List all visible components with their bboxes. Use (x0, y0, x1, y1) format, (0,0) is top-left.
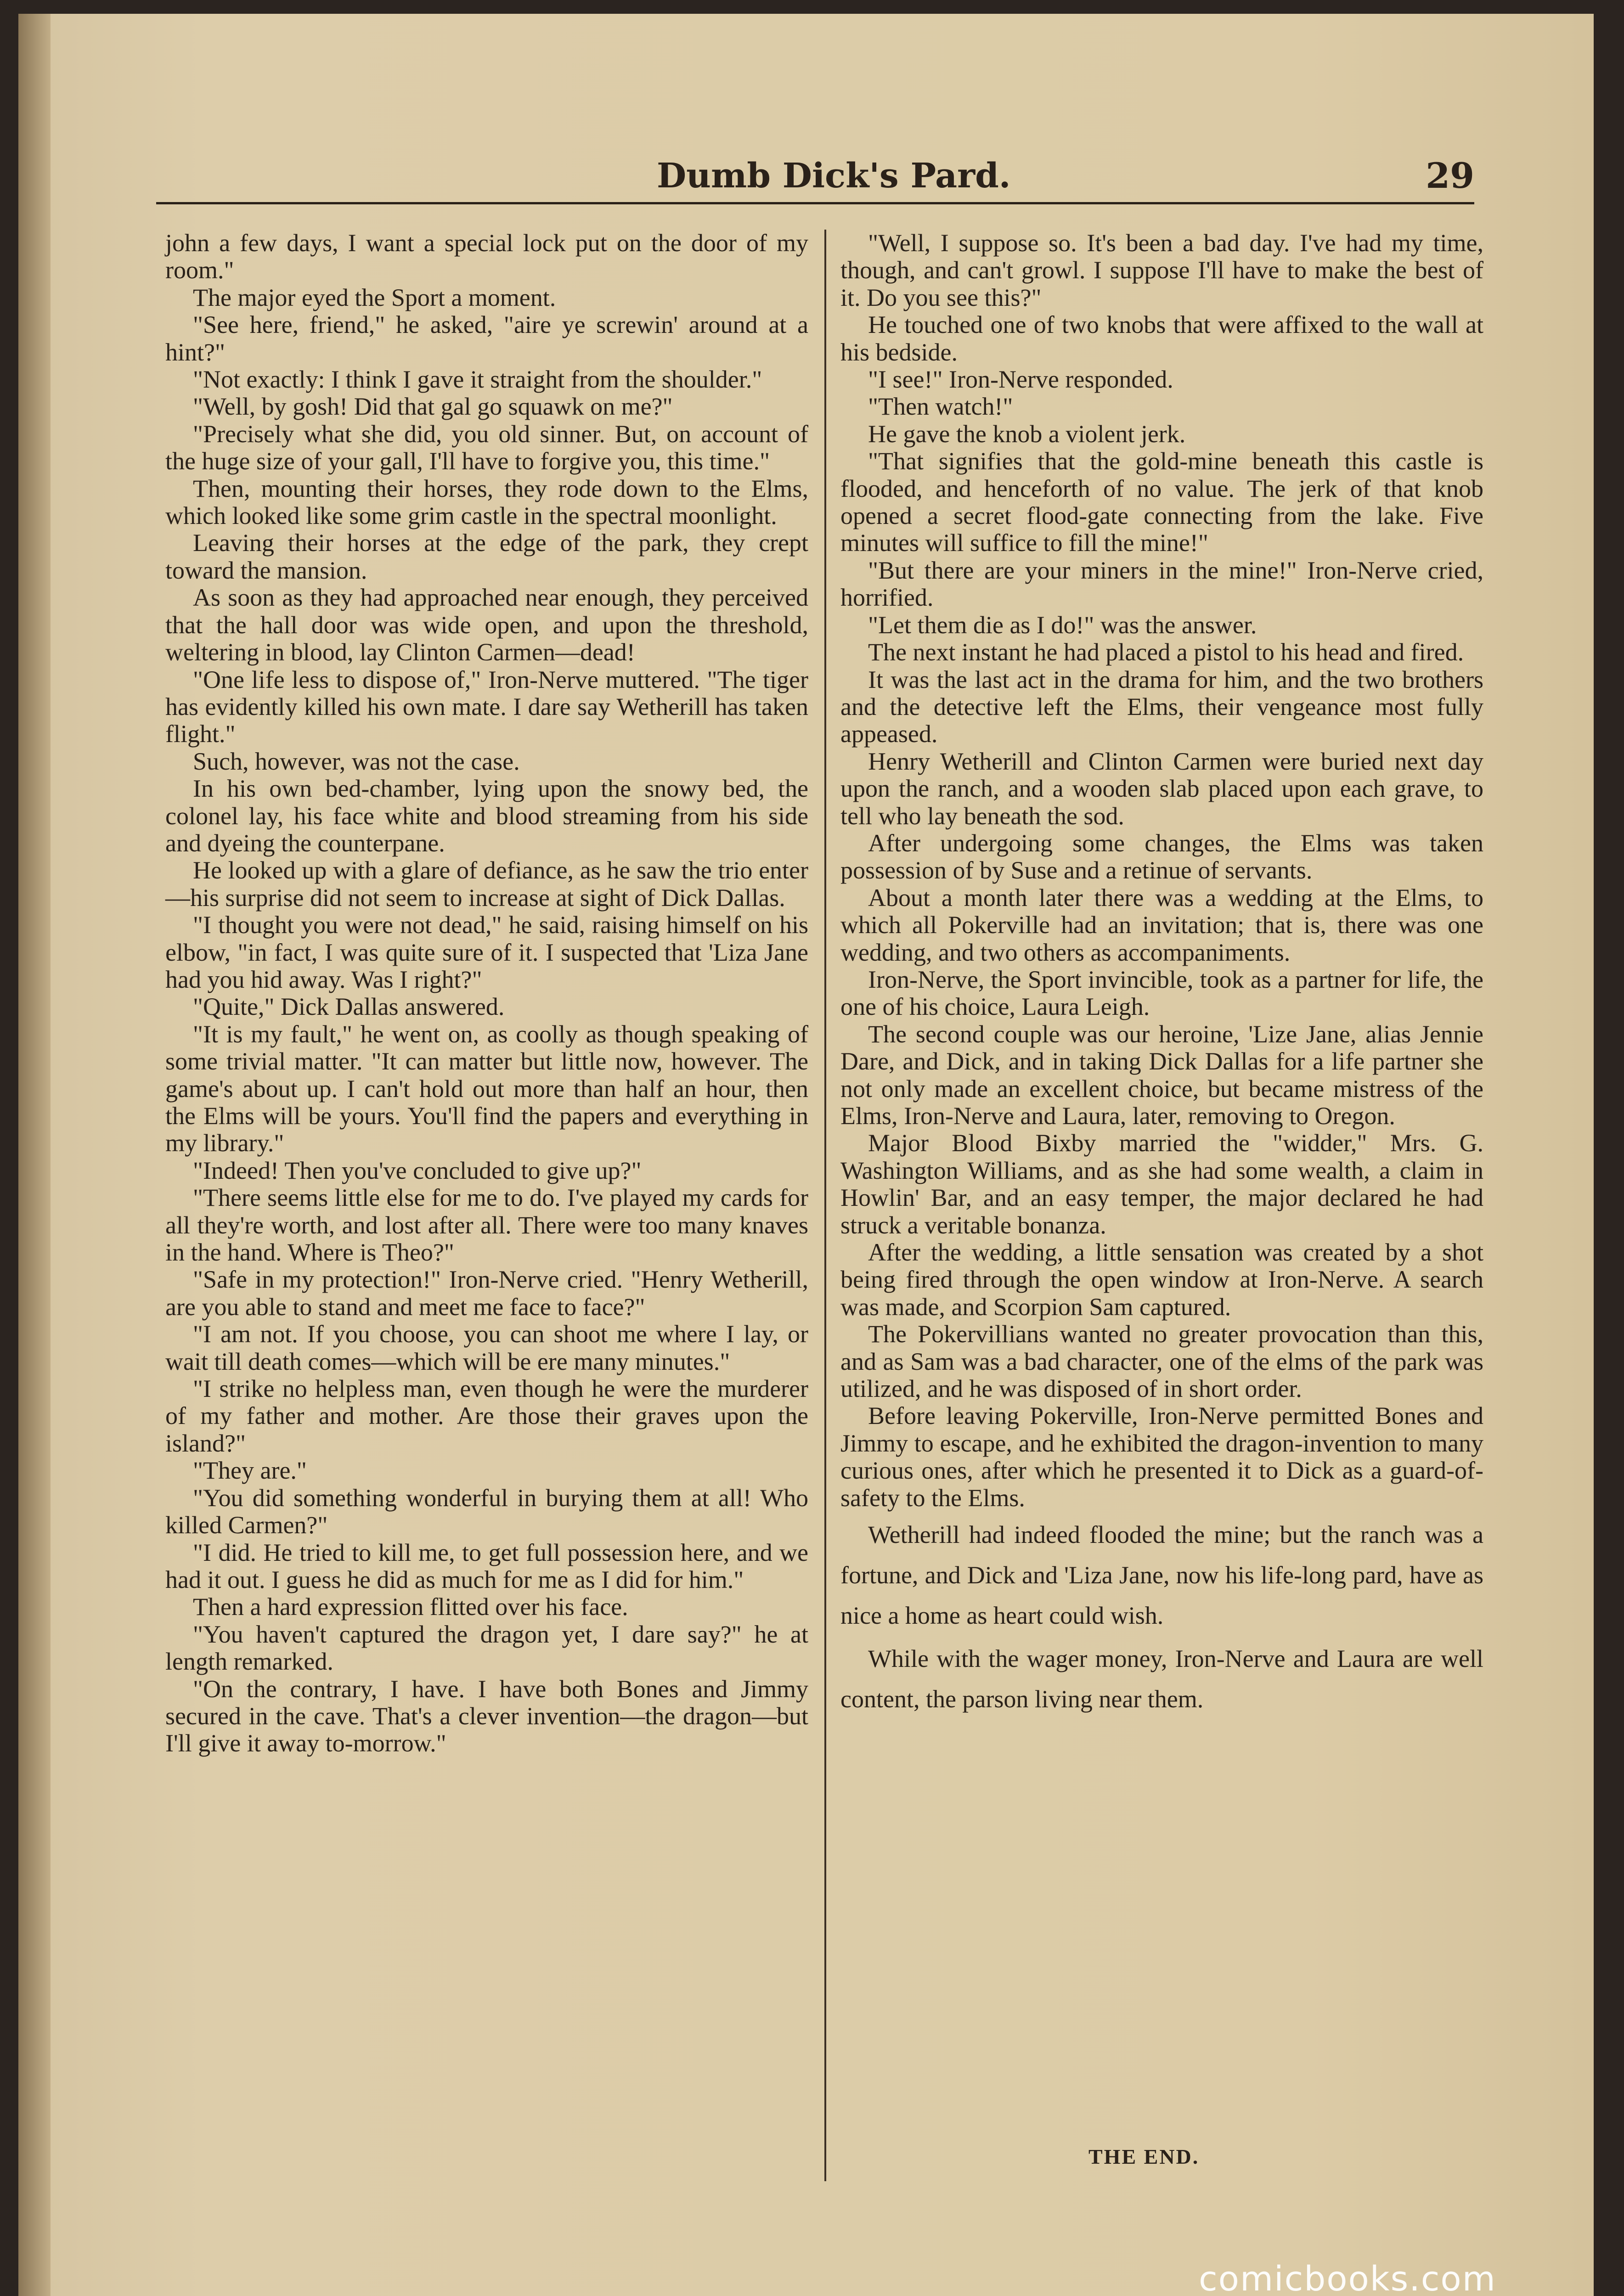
paragraph: Such, however, was not the case. (193, 747, 520, 775)
paragraph: "You did something wonderful in burying them at all! Who killed Carmen?" (165, 1484, 808, 1539)
paragraph: He touched one of two knobs that were affixed to the wall at his bedside. (840, 311, 1483, 366)
left-text-column (165, 230, 808, 1757)
page-header (156, 147, 1474, 204)
paragraph: john a few days, I want a special lock put on the door of my room." (165, 229, 808, 284)
paragraph: "Not exactly: I think I gave it straight from the shoulder." (193, 366, 762, 394)
paragraph: The major eyed the Sport a moment. (193, 283, 556, 311)
paragraph: After undergoing some changes, the Elms was taken possession of by Suse and a retinue of servants. (840, 829, 1483, 884)
paragraph: "Indeed! Then you've concluded to give up?" (193, 1156, 642, 1184)
paragraph: "I see!" Iron-Nerve responded. (868, 366, 1173, 394)
paragraph: Iron-Nerve, the Sport invincible, took as a partner for life, the one of his choice, Laura Leigh. (840, 965, 1483, 1021)
paragraph: Leaving their horses at the edge of the park, they crept toward the mansion. (165, 529, 808, 584)
paragraph: The Pokervillians wanted no greater provocation than this, and as Sam was a bad character, one of the elms of the park was utilized, and he was disposed of in short order. (840, 1320, 1483, 1403)
paragraph: Then, mounting their horses, they rode down to the Elms, which looked like some grim castle in the spectral moonlight. (165, 474, 808, 530)
paragraph: About a month later there was a wedding at the Elms, to which all Pokerville had an invitation; that is, there was one wedding, and two others as accompaniments. (840, 884, 1483, 966)
paragraph: "Let them die as I do!" was the answer. (868, 611, 1257, 639)
paragraph: "I thought you were not dead," he said, raising himself on his elbow, "in fact, I was quite sure of it. I suspected that 'Liza Jane had you hid away. Was I right?" (165, 911, 808, 993)
paragraph: While with the wager money, Iron-Nerve and Laura are well content, the parson living near them. (840, 1645, 1483, 1713)
paragraph: Henry Wetherill and Clinton Carmen were buried next day upon the ranch, and a wooden slab placed upon each grave, to tell who lay beneath the sod. (840, 747, 1483, 830)
paragraph: "There seems little else for me to do. I've played my cards for all they're worth, and lost after all. There were too many knaves in the hand. Where is Theo?" (165, 1184, 808, 1266)
running-title: Dumb Dick's Pard. (657, 156, 1011, 196)
paragraph: As soon as they had approached near enough, they perceived that the hall door was wide open, and upon the threshold, weltering in blood, lay Clinton Carmen—dead! (165, 584, 808, 666)
paragraph: "I strike no helpless man, even though he were the murderer of my father and mother. Are those their graves upon the island?" (165, 1375, 808, 1457)
paragraph: It was the last act in the drama for him, and the two brothers and the detective left the Elms, their vengeance most fully appeased. (840, 665, 1483, 748)
paragraph: Then a hard expression flitted over his face. (193, 1593, 628, 1621)
paragraph: "One life less to dispose of," Iron-Nerve muttered. "The tiger has evidently killed his own mate. I dare say Wetherill has taken flight." (165, 665, 808, 748)
paragraph: "It is my fault," he went on, as coolly as though speaking of some trivial matter. "It can matter but little now, however. The game's about up. I can't hold out more than half an hour, then the Elms will be yours. You'll find the papers and everything in my library." (165, 1020, 808, 1157)
paragraph: The next instant he had placed a pistol to his head and fired. (868, 638, 1464, 666)
page-number: 29 (1426, 155, 1474, 196)
paragraph: "Safe in my protection!" Iron-Nerve cried. "Henry Wetherill, are you able to stand and meet me face to face?" (165, 1266, 808, 1321)
book-page (18, 14, 1594, 2296)
paragraph: "Precisely what she did, you old sinner. But, on account of the huge size of your gall, I'll have to forgive you, this time." (165, 420, 808, 475)
paragraph: "Well, by gosh! Did that gal go squawk on me?" (193, 393, 673, 421)
paragraph: "They are." (193, 1457, 307, 1485)
paragraph: He gave the knob a violent jerk. (868, 420, 1186, 448)
paragraph: "I did. He tried to kill me, to get full possession here, and we had it out. I guess he did as much for me as I did for him." (165, 1538, 808, 1593)
paragraph: Major Blood Bixby married the "widder," Mrs. G. Washington Williams, and as she had some wealth, a claim in Howlin' Bar, and an easy temper, the major declared he had struck a veritable bonanza. (840, 1129, 1483, 1239)
paragraph: Before leaving Pokerville, Iron-Nerve permitted Bones and Jimmy to escape, and he exhibited the dragon-invention to many curious ones, after which he presented it to Dick as a guard-of-safety to the Elms. (840, 1402, 1483, 1512)
paragraph: "Then watch!" (868, 393, 1013, 421)
paragraph: He looked up with a glare of defiance, as he saw the trio enter—his surprise did not seem to increase at sight of Dick Dallas. (165, 856, 808, 912)
the-end-label: THE END. (1088, 2145, 1200, 2168)
paragraph: After the wedding, a little sensation was created by a shot being fired through the open window at Iron-Nerve. A search was made, and Scorpion Sam captured. (840, 1238, 1483, 1321)
paragraph: "But there are your miners in the mine!" Iron-Nerve cried, horrified. (840, 556, 1483, 612)
paragraph: "Well, I suppose so. It's been a bad day. I've had my time, though, and can't growl. I suppose I'll have to make the best of it. Do you see this?" (840, 229, 1483, 311)
paragraph: "On the contrary, I have. I have both Bones and Jimmy secured in the cave. That's a clever invention—the dragon—but I'll give it away to-morrow." (165, 1675, 808, 1757)
watermark: comicbooks.com (1199, 2259, 1496, 2296)
right-text-column (840, 230, 1483, 1719)
paragraph: "You haven't captured the dragon yet, I dare say?" he at length remarked. (165, 1620, 808, 1676)
page-binding (18, 14, 51, 2296)
paragraph: "Quite," Dick Dallas answered. (193, 993, 505, 1021)
column-divider (824, 230, 826, 2181)
paragraph: "See here, friend," he asked, "aire ye screwin' around at a hint?" (165, 311, 808, 366)
paragraph: In his own bed-chamber, lying upon the snowy bed, the colonel lay, his face white and blood streaming from his side and dyeing the counterpane. (165, 775, 808, 857)
paragraph: Wetherill had indeed flooded the mine; but the ranch was a fortune, and Dick and 'Liza Jane, now his life-long pard, have as nice a home as heart could wish. (840, 1521, 1483, 1630)
paragraph: "That signifies that the gold-mine beneath this castle is flooded, and henceforth of no value. The jerk of that knob opened a secret flood-gate connecting from the lake. Five minutes will suffice to fill the mine!" (840, 447, 1483, 557)
paragraph: "I am not. If you choose, you can shoot me where I lay, or wait till death comes—which will be ere many minutes." (165, 1320, 808, 1375)
paragraph: The second couple was our heroine, 'Lize Jane, alias Jennie Dare, and Dick, and in taking Dick Dallas for a life partner she not only made an excellent choice, but became mistress of the Elms, Iron-Nerve and Laura, later, removing to Oregon. (840, 1020, 1483, 1130)
